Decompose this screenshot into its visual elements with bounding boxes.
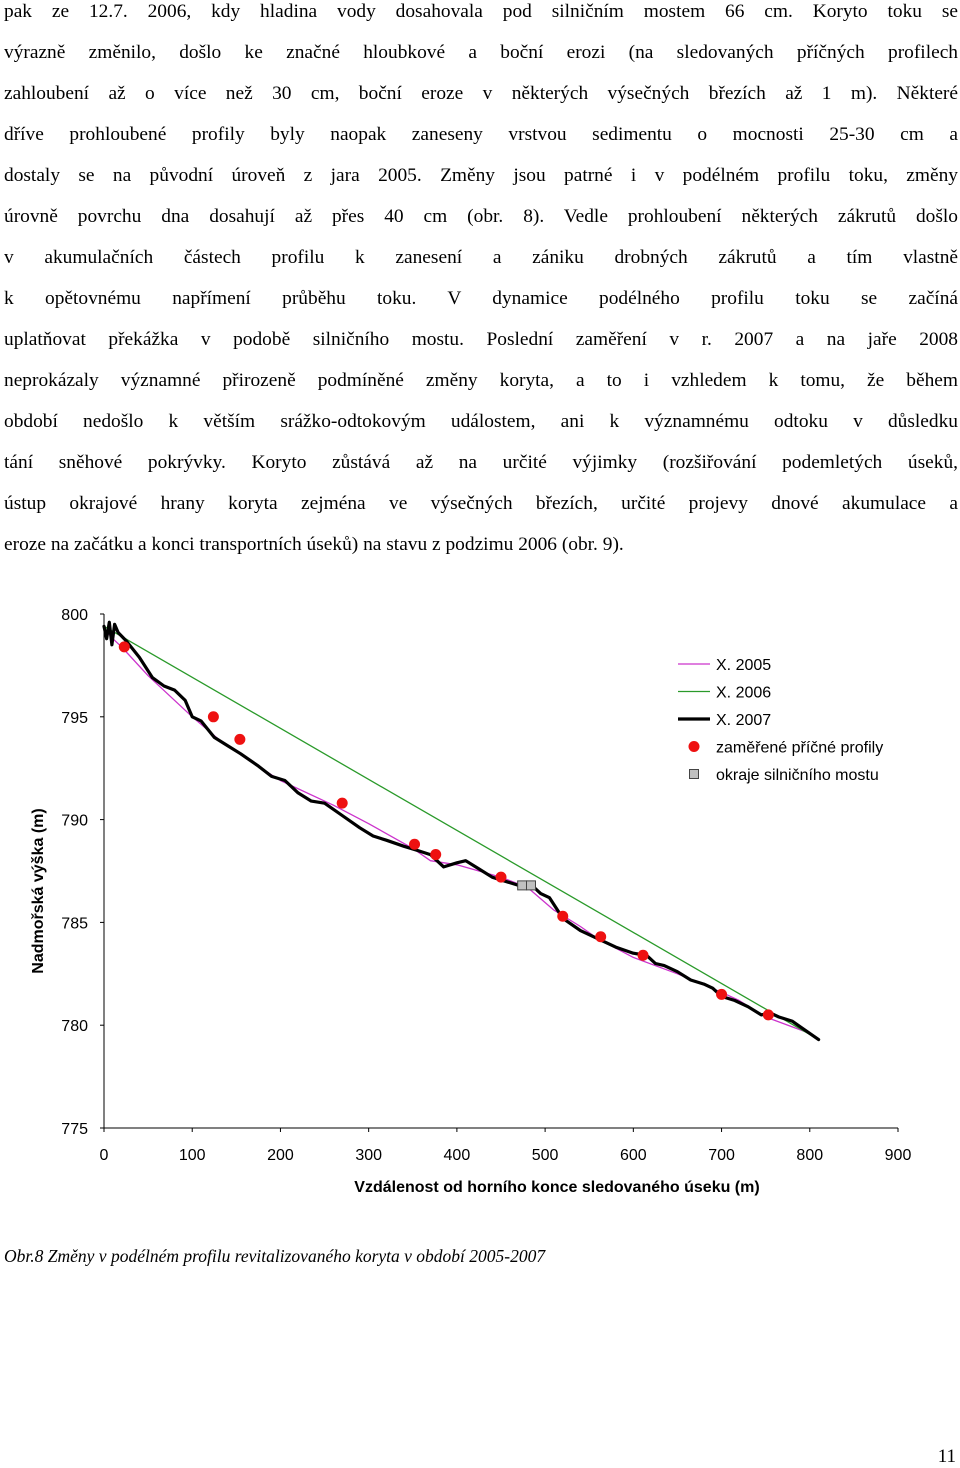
legend-swatch-marker [690,770,699,779]
text-line: ústup okrajové hrany koryta zejména ve výsečných březích, určité projevy dnové akumulace a [4,493,958,514]
figure-caption [4,1246,545,1267]
profile-marker [595,931,606,942]
x-tick-label: 500 [531,1147,559,1164]
legend-swatch-marker [689,741,700,752]
bridge-edge-marker [518,881,527,890]
text-line: výrazně změnilo, došlo ke značné hloubkové a boční erozi (na sledovaných příčných profilech [4,42,958,63]
text-line: úrovně povrchu dna dosahují až přes 40 cm (obr. 8). Vedle prohloubení některých zákrutů došlo [4,206,958,227]
x-tick-label: 0 [99,1147,109,1164]
x-tick-label: 400 [443,1147,471,1164]
legend-label: X. 2005 [716,657,772,674]
text-line: uplatňovat překážka v podobě silničního mostu. Poslední zaměření v r. 2007 a na jaře 2008 [4,329,958,350]
profile-marker [763,1009,774,1020]
y-tick-label: 800 [61,607,88,624]
text-line: k opětovnému napřímení průběhu toku. V dynamice podélného profilu toku se začíná [4,288,958,309]
x-tick-label: 100 [178,1147,206,1164]
longitudinal-profile-chart [0,580,960,1230]
x-axis-label: Vzdálenost od horního konce sledovaného úseku (m) [354,1179,760,1196]
profile-marker [119,641,130,652]
page-number: 11 [937,1446,956,1467]
profile-marker [208,711,219,722]
profile-marker [716,989,727,1000]
bridge-edge-marker [526,881,535,890]
y-tick-label: 780 [61,1018,88,1036]
y-tick-label: 775 [61,1121,88,1138]
profile-marker [496,872,507,883]
text-line: dostaly se na původní úroveň z jara 2005. Změny jsou patrné i v podélném profilu toku, změny [4,165,958,186]
profile-marker [409,839,420,850]
profile-marker [234,734,245,745]
profile-marker [430,849,441,860]
x-tick-label: 600 [619,1147,647,1164]
x-tick-label: 900 [884,1147,912,1164]
text-line: dříve prohloubené profily byly naopak zaneseny vrstvou sedimentu o mocnosti 25-30 cm a [4,124,958,145]
profile-marker [557,911,568,922]
caption-text: Změny v podélném profilu revitalizovaného koryta v období 2005-2007 [43,1246,546,1266]
series-line-1 [104,626,819,1039]
legend-label: X. 2007 [716,712,772,729]
text-line: eroze na začátku a konci transportních úseků) na stavu z podzimu 2006 (obr. 9). [4,534,624,555]
caption-prefix: Obr.8 [4,1246,44,1266]
profile-marker [337,798,348,809]
y-tick-label: 785 [61,915,88,933]
legend-label: okraje silničního mostu [716,767,879,784]
text-line: v akumulačních částech profilu k zanesení a zániku drobných zákrutů a tím vlastně [4,247,958,268]
x-tick-label: 700 [708,1147,735,1164]
text-line: pak ze 12.7. 2006, kdy hladina vody dosahovala pod silničním mostem 66 cm. Koryto toku se [4,1,958,22]
text-line: zahloubení až o více než 30 cm, boční eroze v některých výsečných březích až 1 m). Některé [4,83,958,104]
y-tick-label: 795 [61,709,88,727]
profile-marker [638,950,649,961]
text-line: neprokázaly významné přirozeně podmíněné změny koryta, a to i vzhledem k tomu, že během [4,370,958,391]
legend-label: X. 2006 [716,684,772,702]
y-tick-label: 790 [61,812,88,830]
y-axis-label: Nadmořská výška (m) [30,808,47,974]
x-tick-label: 800 [796,1147,824,1164]
text-line: tání sněhové pokrývky. Koryto zůstává až na určité výjimky (rozšiřování podemletých úseků, [4,452,958,473]
x-tick-label: 200 [267,1147,294,1164]
legend-label: zaměřené příčné profily [716,739,884,757]
text-line: období nedošlo k větším srážko-odtokovým událostem, ani k významnému odtoku v důsledku [4,411,958,432]
x-tick-label: 300 [355,1147,383,1164]
